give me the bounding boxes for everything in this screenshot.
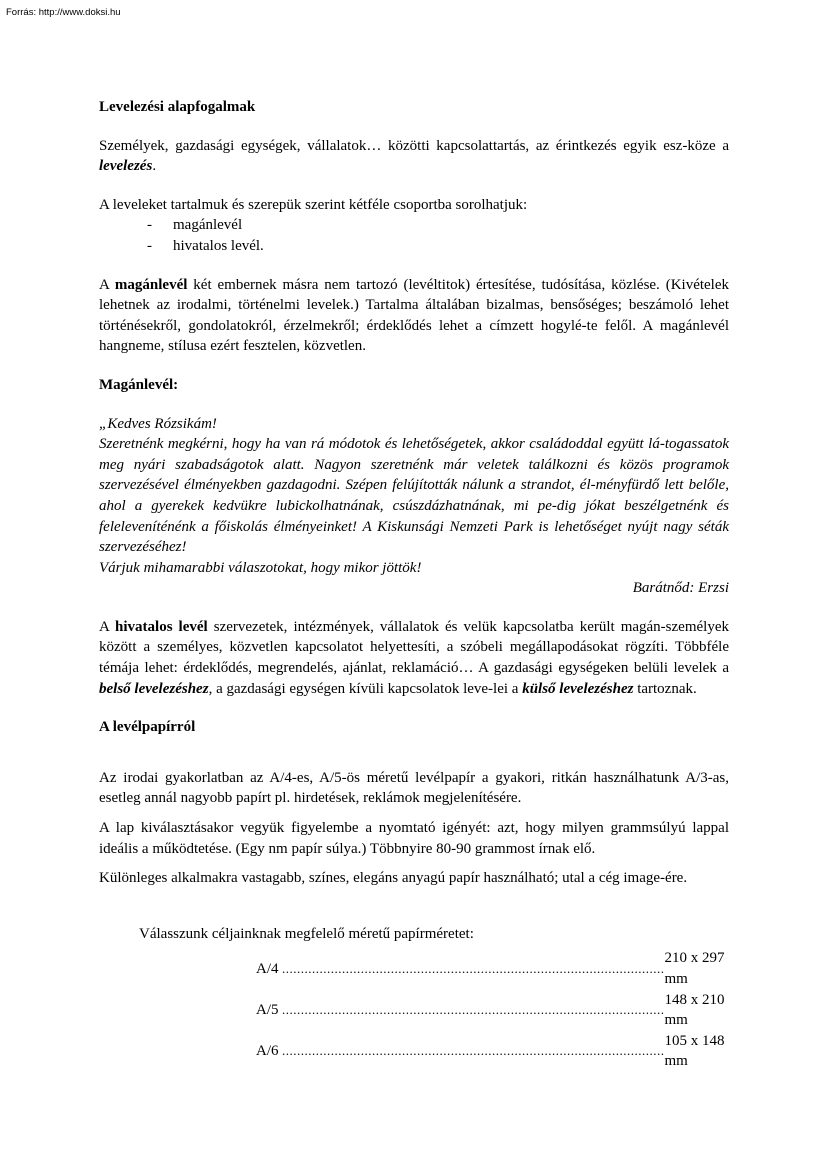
official-text-2: , a gazdasági egységen kívüli kapcsolatok leve-lei a [208, 680, 523, 697]
official-prefix: A [99, 618, 116, 635]
paper-paragraph: A lap kiválasztásakor vegyük figyelembe a nyomtató igényét: azt, hogy milyen grammsúlyú lappal ideális a működtetése. (Egy nm papír súlya.) Többnyire 80-90 grammost írnak elő. [99, 820, 729, 857]
paper-sizes-table [256, 948, 729, 1072]
list-item [99, 236, 729, 257]
sample-letter [99, 414, 729, 599]
size-value: 148 x 210 mm [664, 991, 725, 1029]
private-bold-term: magánlevél [114, 276, 188, 293]
official-text-1: szervezetek, intézmények, vállalatok és velük kapcsolatba került magán-személyek között a személyes, közvetlen kapcsolatot helyettesíti, a szóbeli megállapodásokat rögzíti. Többféle témája lehet: érdeklődés, megrendelés, ajánlat, reklamáció… A gazdasági egységeken belüli levelek a [99, 618, 729, 677]
intro-emphasis: levelezés [99, 158, 153, 175]
letter-body: Szeretnénk megkérni, hogy ha van rá módotok és lehetőségetek, akkor családoddal együtt lá-togassatok meg nyári szabadságotok alatt. Nagyon szeretnénk már veletek találkozni és közös programok szervezésével élményekben gazdagodni. Szépen felújították nálunk a strandot, él-ményfürdő lett belőle, ahol a gyerekek kedvükre lubickolhatnának, csúszdázhatnának, mi pe-dig jókat beszélgetnénk és feleleveníténénk a főiskolás élményeinket! A Kiskunsági Nemzeti Park is lehetőséget nyújt nagy séták szervezéséhez! [99, 436, 729, 556]
paper-sizes-intro: Válasszunk céljainknak megfelelő méretű papírméretet: [139, 925, 474, 942]
letter-signature: Barátnőd: Erzsi [632, 580, 729, 597]
size-label: A/4 [256, 960, 279, 977]
size-value: 105 x 148 mm [664, 1032, 725, 1070]
official-bold-term: hivatalos levél [115, 618, 208, 635]
private-letter-paragraph [99, 275, 729, 357]
source-label: Forrás: http://www.doksi.hu [6, 7, 121, 18]
list-item-text: hivatalos levél. [173, 237, 264, 254]
document-page [99, 97, 729, 1072]
dot-leader [282, 1031, 665, 1072]
table-row [256, 990, 729, 1031]
paper-paragraph: Különleges alkalmakra vastagabb, színes, elegáns anyagú papír használható; utal a cég image-ére. [99, 870, 688, 887]
list-item [99, 215, 729, 236]
dot-leader [282, 990, 665, 1031]
private-rest: két embernek másra nem tartozó (levéltitok) értesítése, tudósítása, közlése. (Kivételek lehetnek az irodalmi, történelmi levelek.) Tartalma általában bizalmas, bensőséges; beszámoló lehet történésekről, gondolatokról, érzelmekről; érdeklődés lehet a címzett hogylé-te felől. A magánlevél hangneme, stílusa ezért fesztelen, közvetlen. [99, 276, 730, 355]
intro-text-end: . [152, 158, 157, 175]
table-row [256, 1031, 729, 1072]
private-prefix: A [99, 276, 115, 293]
list-item-text: magánlevél [173, 217, 243, 234]
size-label: A/6 [256, 1043, 279, 1060]
size-label: A/5 [256, 1001, 279, 1018]
paper-paragraph: Az irodai gyakorlatban az A/4-es, A/5-ös méretű levélpapír a gyakori, ritkán használhatunk A/3-as, esetleg annál nagyobb papírt pl. hirdetések, reklámok megjelenítésére. [99, 769, 729, 807]
official-letter-paragraph [99, 617, 729, 699]
private-letter-heading: Magánlevél: [99, 376, 179, 393]
dash-marker: - [147, 217, 152, 234]
paper-heading: A levélpapírról [99, 719, 196, 736]
page-title: Levelezési alapfogalmak [99, 99, 256, 115]
official-text-3: tartoznak. [633, 680, 697, 697]
groups-list [99, 215, 729, 256]
intro-paragraph [99, 136, 729, 177]
dash-marker: - [147, 237, 152, 254]
intro-text: Személyek, gazdasági egységek, vállalatok… közötti kapcsolattartás, az érintkezés egyik esz-köze a [99, 137, 729, 154]
external-correspondence-term: külső levelezéshez [522, 680, 634, 697]
dot-leader [282, 948, 665, 989]
letter-closing: Várjuk mihamarabbi válaszotokat, hogy mikor jöttök! [99, 559, 422, 576]
groups-paragraph: A leveleket tartalmuk és szerepük szerint kétféle csoportba sorolhatjuk: [99, 196, 528, 213]
letter-greeting: „Kedves Rózsikám! [99, 415, 217, 432]
table-row [256, 948, 729, 989]
size-value: 210 x 297 mm [664, 950, 725, 987]
internal-correspondence-term: belső levelezéshez [99, 680, 209, 697]
